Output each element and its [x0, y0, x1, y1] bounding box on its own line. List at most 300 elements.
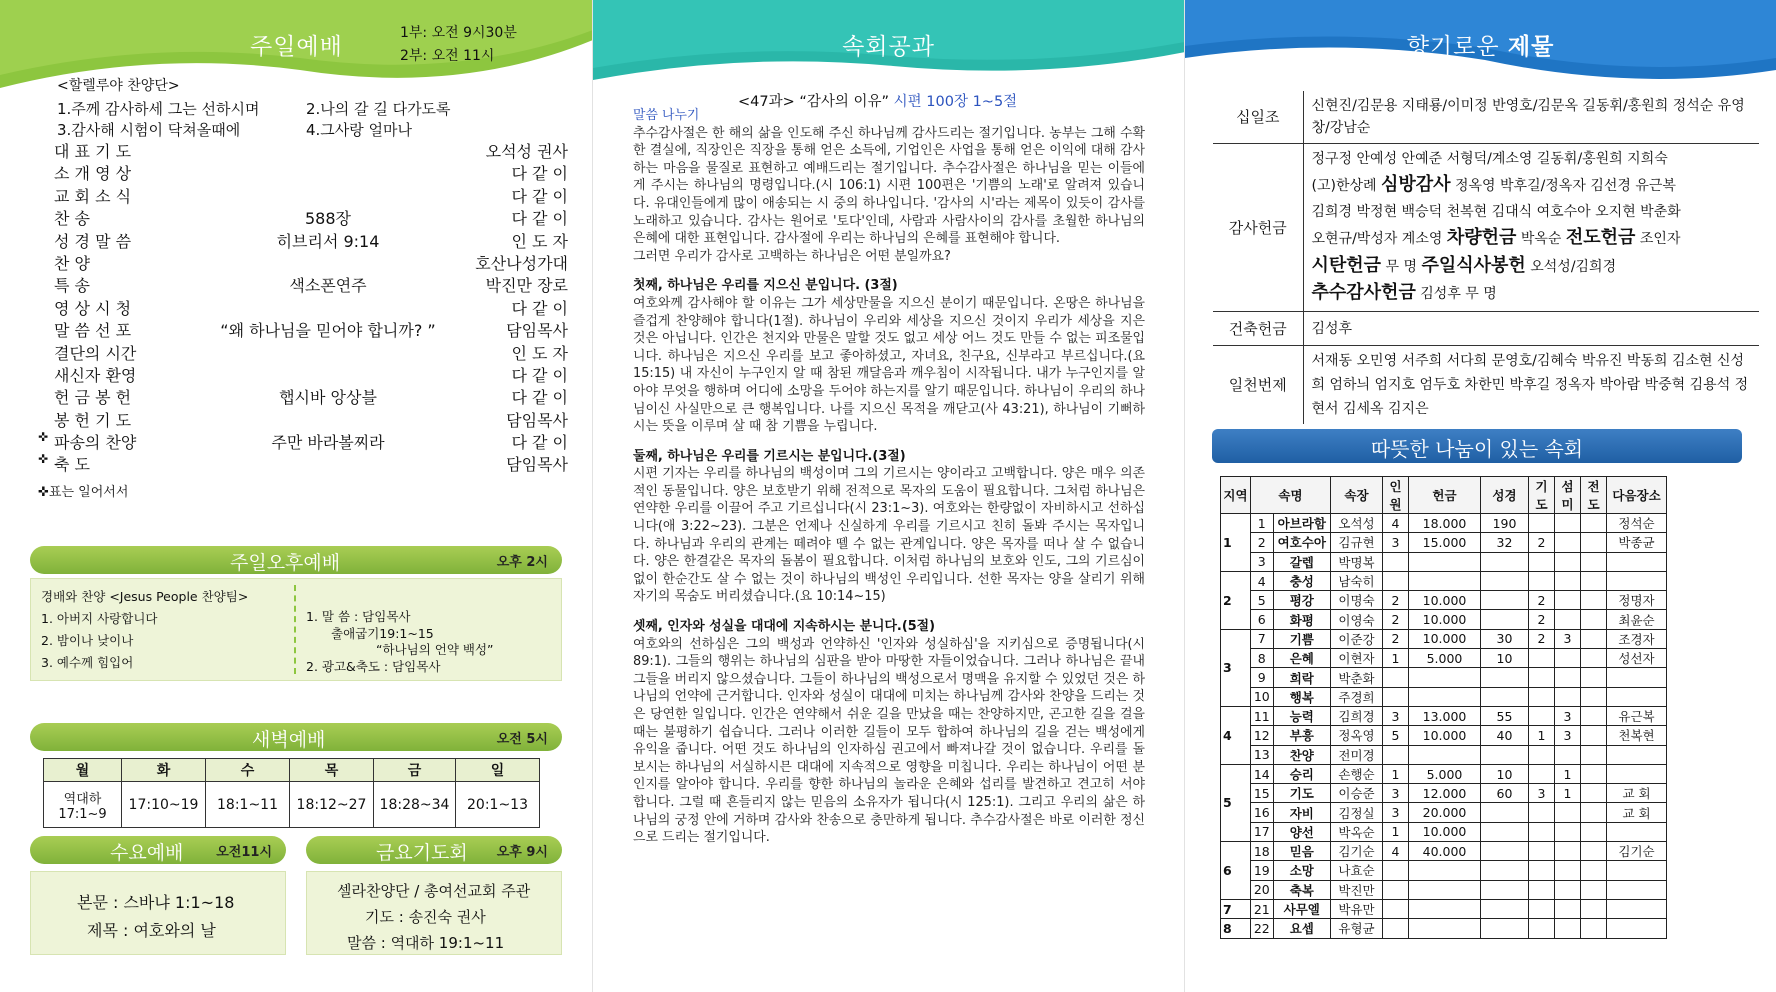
lesson-header	[593, 0, 1184, 92]
cell-name: 능력	[1273, 706, 1330, 725]
zone-cell: 2	[1221, 571, 1251, 629]
order-row	[38, 385, 568, 407]
cell-name: 소망	[1273, 861, 1330, 880]
cell-s	[1555, 842, 1581, 861]
tithe-label: 십일조	[1213, 91, 1303, 143]
cell-b	[1481, 919, 1529, 938]
cell-name: 은혜	[1273, 649, 1330, 668]
thanks-category: 심방감사	[1380, 174, 1451, 195]
cell-pr: 2	[1529, 533, 1555, 552]
song-3: 3.감사해 시험이 닥쳐올때에	[57, 121, 241, 139]
order-row	[38, 430, 568, 452]
cell-next	[1607, 668, 1667, 687]
cell-n: 2	[1251, 533, 1274, 552]
cell-column-header: 성경	[1481, 477, 1529, 514]
dawn-text: 17:10~19	[122, 782, 206, 828]
cell-m: 10.000	[1409, 591, 1481, 610]
point-1-text: 여호와께 감사해야 할 이유는 그가 세상만물을 지으신 분이기 때문입니다. 온땅은 하나님을 즐겁게 찬양해야 합니다(1절). 하나님이 우리와 세상을 지으신 것이지 우리가 세상을 지은 것은 아닙니다. 인간은 천지와 만물은 말할 것도 없고 세상 어느 것도 만들 수 없는 피조물입니다. 하나님은 지으신 우리를 보고 좋아하셨고, 자녀요, 친구요, 신부라고 부르십니다.(요 15:15) 내 자신이 누구인지 알 때 참된 깨달음과 깨우침이 시작됩니다. 내가 누구인지를 알아야 무엇을 행하며 어디에 소망을 두어야 하는지를 알기 때문입니다. 하나님이 우리의 하나님이신 사실만으로 큰 행복입니다. 나를 지으신 목적을 깨닫고(사 43:21), 하나님이 기뻐하시는 뜻을 이루며 살 때 참 기쁨을 누립니다.	[633, 295, 1145, 435]
thanks-name: 김성후 무 명	[1415, 286, 1497, 302]
order-detail: 주만 바라볼찌라	[271, 433, 385, 453]
cell-e	[1581, 822, 1607, 841]
cell-pr: 1	[1529, 726, 1555, 745]
dawn-text: 18:28~34	[374, 782, 456, 828]
afternoon-song-2: 2. 밤이나 낮이나	[41, 633, 134, 648]
cell-p	[1383, 668, 1409, 687]
friday-lead: 셀라찬양단 / 총여선교회 주관	[337, 882, 531, 900]
cell-p	[1383, 919, 1409, 938]
cell-next	[1607, 899, 1667, 918]
cell-n: 12	[1251, 726, 1274, 745]
cell-e	[1581, 610, 1607, 629]
cell-pr	[1529, 822, 1555, 841]
cell-row	[1221, 610, 1667, 629]
order-leader: 인 도 자	[511, 231, 568, 251]
cell-leader: 김기순	[1331, 842, 1383, 861]
cell-e	[1581, 784, 1607, 803]
afternoon-notice: 2. 광고&축도 : 담임목사	[306, 659, 441, 674]
cell-e	[1581, 745, 1607, 764]
cell-b	[1481, 610, 1529, 629]
cell-name: 희락	[1273, 668, 1330, 687]
cell-b: 10	[1481, 764, 1529, 783]
order-of-worship	[38, 139, 568, 475]
cell-name: 갈렙	[1273, 552, 1330, 571]
cell-p: 3	[1383, 784, 1409, 803]
afternoon-scripture: 출애굽기19:1~15	[331, 626, 434, 641]
cell-name: 화평	[1273, 610, 1330, 629]
cell-name: 찬양	[1273, 745, 1330, 764]
thanks-names	[1303, 143, 1759, 311]
thanks-line-3: 김희경 박정현 백승덕 천복현 김대식 여호수아 오지현 박춘화	[1311, 203, 1681, 220]
cell-row	[1221, 649, 1667, 668]
cell-row	[1221, 629, 1667, 648]
order-leader: 인 도 자	[511, 343, 568, 363]
cell-pr	[1529, 899, 1555, 918]
cell-e	[1581, 726, 1607, 745]
afternoon-title: 주일오후예배	[230, 552, 341, 574]
cell-group-table	[1220, 476, 1667, 939]
cell-b	[1481, 668, 1529, 687]
cell-leader: 김희경	[1331, 706, 1383, 725]
cell-s	[1555, 822, 1581, 841]
cell-next: 천복현	[1607, 726, 1667, 745]
cell-row	[1221, 571, 1667, 590]
cell-n: 6	[1251, 610, 1274, 629]
thanks-category: 시탄헌금	[1311, 254, 1382, 276]
thanks-name: 오석성/김희경	[1525, 258, 1617, 275]
cell-row	[1221, 591, 1667, 610]
cell-m: 5.000	[1409, 649, 1481, 668]
zone-cell: 8	[1221, 919, 1251, 938]
cell-next: 김기순	[1607, 842, 1667, 861]
cell-next	[1607, 687, 1667, 706]
cell-p: 2	[1383, 629, 1409, 648]
thanks-line-6	[1312, 280, 1752, 308]
cell-n: 9	[1251, 668, 1274, 687]
cell-name: 승리	[1273, 764, 1330, 783]
cell-column-header: 섬미	[1555, 477, 1581, 514]
service-time-2: 2부: 오전 11시	[400, 48, 495, 64]
order-leader: 담임목사	[506, 455, 568, 475]
cell-name: 기쁨	[1273, 629, 1330, 648]
cell-m: 13.000	[1409, 706, 1481, 725]
cell-row	[1221, 514, 1667, 533]
cell-row	[1221, 706, 1667, 725]
cell-next	[1607, 861, 1667, 880]
cell-m: 18.000	[1409, 514, 1481, 533]
cell-name: 사무엘	[1273, 899, 1330, 918]
friday-bar	[306, 836, 562, 864]
cell-pr	[1529, 706, 1555, 725]
cell-next: 최윤순	[1607, 610, 1667, 629]
cell-next: 정석순	[1607, 514, 1667, 533]
cell-n: 16	[1251, 803, 1274, 822]
dawn-day: 일	[456, 759, 540, 782]
order-item: 봉 헌 기 도	[54, 410, 132, 430]
cell-n: 1	[1251, 514, 1274, 533]
cell-column-header: 속명	[1251, 477, 1331, 514]
zone-cell: 4	[1221, 706, 1251, 764]
thanks-category: 전도헌금	[1565, 227, 1636, 248]
cell-column-header: 다음장소	[1607, 477, 1667, 514]
point-3-heading: 셋째, 인자와 성실을 대대에 지속하시는 분니다.(5절)	[633, 619, 936, 635]
intro-text: 추수감사절은 한 해의 삶을 인도해 주신 하나님께 감사드리는 절기입니다. 농부는 그해 수확한 결실에, 직장인은 직장을 통해 얻은 소득에, 기업인은 사업을 통해 얻은 이익에 대해 감사하는 마음을 물질로 표현하고 예배드리는 절기입니다. 추수감사절은 하나님을 믿는 이들에게 주시는 하나님의 명령입니다.(시 106:1) 시편 100편은 '기쁨의 노래'로 알려져 있습니다. 유대인들에게 많이 애송되는 시 중의 하나입니다. '감사의 시'라는 제목이 있듯이 감사를 노래하고 있습니다. 감사는 원어로 '토다'인데, 사람과 사람사이의 감사를 초월한 하나님의 은혜에 대한 표현입니다. 감사절에 우리는 하나님의 은혜를 표현해야 합니다.	[633, 125, 1145, 247]
order-leader: 호산나성가대	[475, 253, 568, 273]
order-item: 찬 송	[54, 209, 90, 229]
dawn-day: 목	[290, 759, 374, 782]
cell-n: 18	[1251, 842, 1274, 861]
cell-b	[1481, 880, 1529, 899]
order-row	[38, 363, 568, 385]
order-detail: 색소폰연주	[289, 276, 367, 296]
cell-s	[1555, 649, 1581, 668]
order-item: 축 도	[54, 455, 90, 475]
afternoon-sermon-title: “하나님의 언약 백성”	[376, 642, 494, 657]
cell-e	[1581, 919, 1607, 938]
cell-p: 3	[1383, 706, 1409, 725]
order-item: 말 씀 선 포	[54, 321, 132, 341]
cell-m	[1409, 571, 1481, 590]
cell-pr: 3	[1529, 784, 1555, 803]
cell-s	[1555, 533, 1581, 552]
cell-pr	[1529, 880, 1555, 899]
cell-n: 17	[1251, 822, 1274, 841]
thanks-name: 오현규/박성자 계소영	[1311, 231, 1447, 247]
cell-p: 4	[1383, 514, 1409, 533]
cell-e	[1581, 571, 1607, 590]
cell-leader: 오석성	[1331, 514, 1383, 533]
cell-s	[1555, 745, 1581, 764]
cell-b	[1481, 552, 1529, 571]
cell-p	[1383, 861, 1409, 880]
afternoon-choir: 경배와 찬양 <Jesus People 찬양팀>	[41, 589, 249, 604]
zone-cell: 6	[1221, 842, 1251, 900]
cell-e	[1581, 687, 1607, 706]
cell-m: 40.000	[1409, 842, 1481, 861]
cell-column-header: 전도	[1581, 477, 1607, 514]
order-detail: “왜 하나님을 믿어야 합니까? ”	[220, 321, 436, 341]
cell-n: 5	[1251, 591, 1274, 610]
order-leader: 담임목사	[506, 410, 568, 430]
cell-b	[1481, 899, 1529, 918]
cell-next: 유근복	[1607, 706, 1667, 725]
cell-leader: 이승준	[1331, 784, 1383, 803]
thanks-category: 차량헌금	[1446, 227, 1517, 248]
cell-next	[1607, 571, 1667, 590]
order-item: 새신자 환영	[54, 365, 137, 385]
wednesday-bar	[30, 836, 286, 864]
zone-cell: 7	[1221, 899, 1251, 918]
cell-name: 자비	[1273, 803, 1330, 822]
order-detail: 588장	[305, 209, 351, 229]
friday-word: 말씀 : 역대하 19:1~11	[347, 934, 505, 952]
cell-m: 5.000	[1409, 764, 1481, 783]
cell-s	[1555, 552, 1581, 571]
cell-b: 60	[1481, 784, 1529, 803]
cell-pr	[1529, 552, 1555, 571]
thanks-name: 정옥영 박후길/정옥자 김선경 유근복	[1450, 178, 1676, 194]
order-item: 특 송	[54, 276, 90, 296]
order-item: 소 개 영 상	[54, 164, 132, 184]
cell-next: 정명자	[1607, 591, 1667, 610]
offering-table	[1213, 91, 1759, 424]
afternoon-song-3: 3. 예수께 힘입어	[41, 655, 134, 670]
cell-p	[1383, 880, 1409, 899]
cell-e	[1581, 803, 1607, 822]
cell-leader: 박춘화	[1331, 668, 1383, 687]
cell-next: 박종균	[1607, 533, 1667, 552]
order-leader: 다 같 이	[511, 209, 568, 229]
cell-row	[1221, 533, 1667, 552]
cell-m: 10.000	[1409, 822, 1481, 841]
cell-name: 요셉	[1273, 919, 1330, 938]
point-1-heading: 첫째, 하나님은 우리를 지으신 분입니다. (3절)	[633, 278, 898, 294]
offering-title-a: 향기로운	[1406, 34, 1508, 60]
cell-m: 20.000	[1409, 803, 1481, 822]
offering-panel	[1185, 0, 1776, 992]
cell-b: 32	[1481, 533, 1529, 552]
dawn-text: 20:1~13	[456, 782, 540, 828]
cell-b: 55	[1481, 706, 1529, 725]
cell-leader: 박유만	[1331, 899, 1383, 918]
order-row	[38, 452, 568, 474]
daily-names: 서재동 오민영 서주희 서다희 문영호/김혜숙 박유진 박동희 김소현 신성희 엄하늬 엄지호 엄두호 차한민 박후길 정옥자 박아람 박중혁 김용석 정현서 김세옥 김지은	[1311, 352, 1749, 417]
dawn-day: 화	[122, 759, 206, 782]
cell-e	[1581, 649, 1607, 668]
cell-pr	[1529, 745, 1555, 764]
order-leader: 다 같 이	[511, 164, 568, 184]
cell-leader: 이영숙	[1331, 610, 1383, 629]
order-row	[38, 318, 568, 340]
cell-b	[1481, 745, 1529, 764]
dawn-text: 역대하 17:1~9	[44, 782, 122, 828]
cell-p	[1383, 552, 1409, 571]
cell-p	[1383, 571, 1409, 590]
afternoon-box	[30, 578, 562, 681]
cell-table-header	[1221, 477, 1667, 514]
cell-n: 3	[1251, 552, 1274, 571]
cell-m: 15.000	[1409, 533, 1481, 552]
cell-b	[1481, 842, 1529, 861]
cell-pr: 2	[1529, 629, 1555, 648]
offering-header	[1185, 0, 1776, 92]
wednesday-subject: 제목 : 여호와의 날	[87, 921, 216, 940]
cell-m	[1409, 880, 1481, 899]
cell-s	[1555, 899, 1581, 918]
cell-s	[1555, 668, 1581, 687]
cell-n: 8	[1251, 649, 1274, 668]
cell-e	[1581, 842, 1607, 861]
cell-m: 10.000	[1409, 726, 1481, 745]
cell-leader: 손행순	[1331, 764, 1383, 783]
cell-row	[1221, 745, 1667, 764]
order-row	[38, 273, 568, 295]
cell-leader: 박명복	[1331, 552, 1383, 571]
cell-e	[1581, 552, 1607, 571]
cell-row	[1221, 842, 1667, 861]
cell-b: 10	[1481, 649, 1529, 668]
service-time-1: 1부: 오전 9시30분	[400, 25, 517, 41]
order-row	[38, 408, 568, 430]
cell-b	[1481, 861, 1529, 880]
cell-next	[1607, 880, 1667, 899]
cell-name: 믿음	[1273, 842, 1330, 861]
cell-m: 12.000	[1409, 784, 1481, 803]
order-item: 교 회 소 식	[54, 186, 132, 206]
cell-name: 여호수아	[1273, 533, 1330, 552]
cell-n: 19	[1251, 861, 1274, 880]
cell-row	[1221, 764, 1667, 783]
cell-pr	[1529, 571, 1555, 590]
cell-e	[1581, 533, 1607, 552]
cell-m	[1409, 861, 1481, 880]
cell-row	[1221, 822, 1667, 841]
cell-name: 기도	[1273, 784, 1330, 803]
order-item: 파송의 찬양	[54, 433, 137, 453]
point-2-text: 시편 기자는 우리를 하나님의 백성이며 그의 기르시는 양이라고 고백합니다. 양은 매우 의존적인 동물입니다. 양은 보호받기 위해 전적으로 목자의 도움이 필요합니다. 그처럼 하나님은 연약한 우리를 이끌어 주고 기르십니다(시 23:1~3). 여호와는 한량없이 자비하시고 선하십니다(애 3:22~23). 그분은 언제나 신실하게 우리를 기르시고 친히 돌봐 주시는 목자입니다. 하나님과 우리의 관계는 떼려야 뗄 수 없는 관계입니다. 양은 목자를 떠나 살 수 없습니다. 양은 한결같은 목자의 돌봄이 필요합니다. 이처럼 하나님의 보호와 인도, 그의 기르심이 없이 한순간도 살 수 없는 것이 하나님의 백성인 우리입니다. 선한 목자는 양을 살리기 위해 자기의 목숨도 버리셨습니다.(요 10:14~15)	[633, 466, 1145, 605]
dawn-text: 18:12~27	[290, 782, 374, 828]
cell-next	[1607, 764, 1667, 783]
cell-leader: 박옥순	[1331, 822, 1383, 841]
friday-time: 오후 9시	[496, 845, 548, 860]
cell-leader: 김정실	[1331, 803, 1383, 822]
cell-m	[1409, 552, 1481, 571]
thanks-name: 무 명	[1381, 258, 1422, 275]
cell-e	[1581, 629, 1607, 648]
cell-s: 1	[1555, 784, 1581, 803]
cell-p	[1383, 745, 1409, 764]
thanks-line-2	[1312, 172, 1752, 200]
dawn-day: 수	[206, 759, 290, 782]
cell-row	[1221, 861, 1667, 880]
cell-name: 부흥	[1273, 726, 1330, 745]
thanks-name: 박옥순	[1516, 231, 1566, 247]
cell-next: 조경자	[1607, 629, 1667, 648]
thanks-line-4	[1312, 225, 1752, 253]
order-row	[38, 296, 568, 318]
order-row	[38, 251, 568, 273]
order-detail: 햅시바 앙상블	[279, 388, 377, 408]
song-1: 1.주께 감사하세 그는 선하시며	[57, 100, 260, 118]
cell-s: 3	[1555, 726, 1581, 745]
dawn-title: 새벽예배	[252, 729, 326, 751]
cell-row	[1221, 726, 1667, 745]
order-leader: 다 같 이	[511, 365, 568, 385]
cell-leader: 이준강	[1331, 629, 1383, 648]
thanks-line-1: 정구정 안예성 안예준 서형덕/계소영 길동휘/홍원희 지희숙	[1311, 150, 1668, 167]
wednesday-time: 오전11시	[216, 845, 272, 860]
lesson-number: <47과> “감사의 이유”	[738, 94, 890, 110]
cell-row	[1221, 880, 1667, 899]
cell-name: 충성	[1273, 571, 1330, 590]
order-item: 대 표 기 도	[54, 142, 132, 161]
cell-pr: 2	[1529, 610, 1555, 629]
order-item: 성 경 말 씀	[54, 231, 132, 251]
afternoon-time: 오후 2시	[496, 555, 548, 570]
afternoon-bar	[30, 546, 562, 574]
cell-pr	[1529, 919, 1555, 938]
cell-name: 양선	[1273, 822, 1330, 841]
cell-e	[1581, 764, 1607, 783]
cell-column-header: 지역	[1221, 477, 1251, 514]
cell-p: 3	[1383, 803, 1409, 822]
order-item: 찬 양	[54, 253, 90, 273]
cell-e	[1581, 514, 1607, 533]
thanks-name: (고)한상례	[1311, 178, 1381, 194]
cell-next	[1607, 552, 1667, 571]
thanks-name: 조인자	[1635, 231, 1681, 247]
cell-next: 성선자	[1607, 649, 1667, 668]
friday-box	[306, 871, 562, 955]
cell-p: 2	[1383, 591, 1409, 610]
order-leader: 박진만 장로	[485, 276, 568, 296]
cell-p: 5	[1383, 726, 1409, 745]
building-label: 건축헌금	[1213, 311, 1303, 345]
cell-row	[1221, 803, 1667, 822]
cell-leader: 유형균	[1331, 919, 1383, 938]
tithe-names: 신현진/김문용 지태룡/이미정 반영호/김문옥 길동휘/홍원희 정석순 유영창/강남순	[1303, 91, 1759, 143]
cell-table-body	[1221, 514, 1667, 939]
order-leader: 담임목사	[506, 321, 568, 341]
friday-prayer: 기도 : 송진숙 권사	[365, 908, 486, 926]
cell-n: 21	[1251, 899, 1274, 918]
cell-e	[1581, 899, 1607, 918]
lesson-title: 속회공과	[842, 34, 935, 60]
offering-title-b: 제물	[1507, 34, 1555, 60]
cell-b	[1481, 591, 1529, 610]
cell-p	[1383, 687, 1409, 706]
cell-row	[1221, 687, 1667, 706]
order-row	[38, 184, 568, 206]
order-row	[38, 206, 568, 228]
cell-s	[1555, 687, 1581, 706]
cell-b: 30	[1481, 629, 1529, 648]
worship-title: 주일예배	[250, 34, 343, 60]
cell-pr	[1529, 649, 1555, 668]
daily-label: 일천번제	[1213, 345, 1303, 424]
cell-n: 22	[1251, 919, 1274, 938]
cell-group-banner: 따뜻한 나눔이 있는 속회	[1212, 429, 1742, 463]
cell-leader: 김규현	[1331, 533, 1383, 552]
cell-pr	[1529, 861, 1555, 880]
order-row	[38, 341, 568, 363]
cell-m	[1409, 745, 1481, 764]
cell-p: 1	[1383, 649, 1409, 668]
point-2-heading: 둘째, 하나님은 우리를 기르시는 분입니다.(3절)	[633, 448, 906, 464]
cell-p: 2	[1383, 610, 1409, 629]
lesson-panel	[593, 0, 1185, 992]
cell-n: 11	[1251, 706, 1274, 725]
